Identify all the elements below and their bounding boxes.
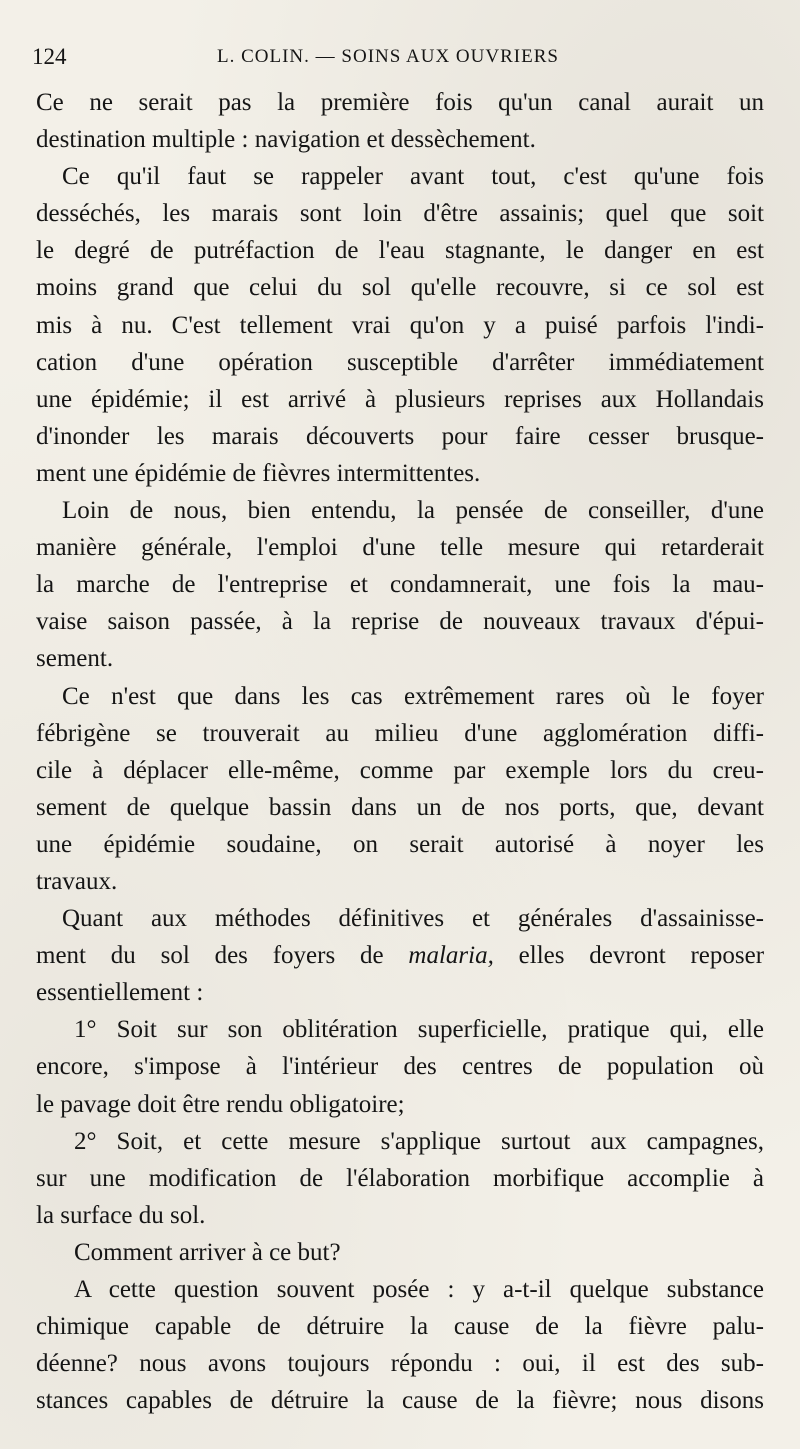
text-line: sur une modification de l'élaboration morbifique accomplie à [36,1164,764,1192]
text-line: cile à déplacer elle-même, comme par exemple lors du creu- [36,756,764,784]
paragraph-start: 1° Soit sur son oblitération superficielle, pratique qui, elle [74,1016,764,1044]
text-line: ment une épidémie de fièvres intermittentes. [36,459,481,487]
running-head: L. COLIN. — SOINS AUX OUVRIERS [217,46,559,67]
text-line: manière générale, l'emploi d'une telle mesure qui retarderait [36,534,764,562]
text-line: fébrigène se trouverait au milieu d'une agglomération diffi- [36,719,764,747]
paragraph-start: Quant aux méthodes définitives et générales d'assainisse- [62,905,764,933]
body-text [36,84,764,1419]
page-number: 124 [32,44,67,69]
paragraph-start: Ce qu'il faut se rappeler avant tout, c'est qu'une fois [62,163,764,191]
line-part: ment du sol des foyers de [36,942,384,970]
text-line: le degré de putréfaction de l'eau stagnante, le danger en est [36,237,764,265]
paragraph-start: A cette question souvent posée : y a-t-il quelque substance [74,1276,764,1303]
text-line: chimique capable de détruire la cause de la fièvre palu- [36,1313,764,1341]
text-line: travaux. [36,867,118,895]
text-line: desséchés, les marais sont loin d'être assainis; quel que soit [36,200,764,228]
text-line: d'inonder les marais découverts pour faire cesser brusque- [36,422,764,450]
paragraph-start: Ce n'est que dans les cas extrêmement rares où le foyer [62,682,764,710]
text-line: cation d'une opération susceptible d'arrêter immédiatement [36,348,764,376]
text-line: sement de quelque bassin dans un de nos ports, que, devant [36,793,764,821]
text-line: sement. [36,645,114,673]
text-line: encore, s'impose à l'intérieur des centres de population où [36,1053,764,1081]
text-line: mis à nu. C'est tellement vrai qu'on y a puisé parfois l'indi- [36,311,764,339]
text-line: Ce ne serait pas la première fois qu'un canal aurait un [36,89,764,116]
text-line-with-italic [36,937,764,974]
text-line: une épidémie; il est arrivé à plusieurs reprises aux Hollandais [36,385,764,413]
text-line: destination multiple : navigation et dessèchement. [36,126,536,154]
italic-term: malaria, [408,942,494,970]
paragraph-start: Loin de nous, bien entendu, la pensée de conseiller, d'une [62,497,764,525]
text-line: moins grand que celui du sol qu'elle recouvre, si ce sol est [36,274,764,302]
text-line: stances capables de détruire la cause de la fièvre; nous disons [36,1387,764,1415]
line-part: elles devront reposer [518,942,765,970]
text-line: le pavage doit être rendu obligatoire; [36,1090,405,1118]
text-line: essentiellement : [36,979,204,1007]
text-line: vaise saison passée, à la reprise de nouveaux travaux d'épui- [36,608,764,636]
text-line: la marche de l'entreprise et condamnerait, une fois la mau- [36,571,764,599]
paragraph-start: 2° Soit, et cette mesure s'applique surtout aux campagnes, [74,1127,764,1155]
text-line: la surface du sol. [36,1201,206,1229]
paragraph-start: Comment arriver à ce but? [74,1238,341,1266]
page-header [32,40,752,74]
text-line: une épidémie soudaine, on serait autorisé à noyer les [36,830,764,858]
text-line: déenne? nous avons toujours répondu : oui, il est des sub- [36,1350,764,1378]
